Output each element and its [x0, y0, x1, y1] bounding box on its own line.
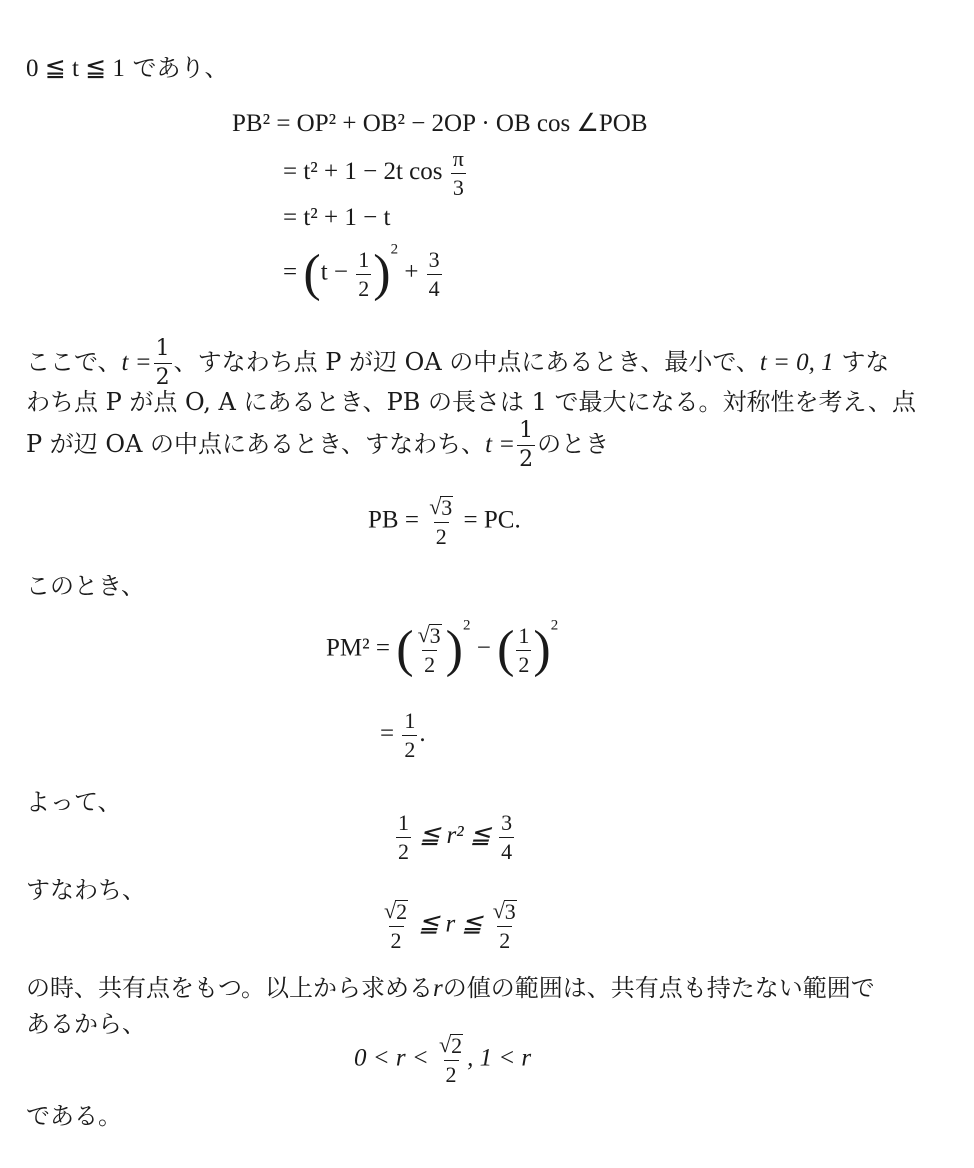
sqrt2: √ 2 [438, 1032, 463, 1058]
math-r: r [433, 975, 443, 1002]
frac-den: 3 [452, 175, 464, 200]
eq1-row4-eq: = [283, 258, 298, 286]
intro-tail: であり、 [132, 54, 229, 82]
text: ここで、 [26, 348, 122, 376]
range-t: 0 ≦ t ≦ 1 [26, 55, 125, 82]
math-t-eq: t = [121, 349, 152, 376]
para4: よって、 [26, 788, 122, 816]
eq2-lhs: PB = [368, 506, 419, 534]
frac-num: 1 [518, 622, 530, 648]
eq4 [394, 812, 516, 863]
fraction-sqrt3-over-2 [491, 900, 519, 952]
inequality: 0 < r < [354, 1044, 429, 1072]
fraction-three-quarters [427, 246, 442, 301]
frac-den: 2 [404, 737, 416, 762]
para5: すなわち、 [26, 876, 146, 904]
eq6 [354, 1034, 531, 1086]
eq3-lhs: PM² = [326, 634, 390, 662]
frac-num: 1 [358, 246, 370, 272]
frac-num: 1 [519, 418, 534, 443]
eq1-row3: = t² + 1 − t [283, 204, 391, 231]
math-t-eq: t = [485, 431, 516, 458]
text: の値の範囲は、共有点も持たない範囲で [442, 974, 875, 1002]
inequality: ≦ r ≦ [418, 910, 483, 938]
frac-den: 2 [424, 652, 436, 677]
text: P が辺 OA の中点にあるとき、すなわち、 [26, 430, 486, 458]
fraction-sqrt3-over-2 [416, 624, 444, 676]
frac-den: 2 [155, 365, 170, 390]
fraction-half [396, 812, 411, 863]
exponent: 2 [390, 241, 399, 258]
minus: − [476, 634, 491, 662]
exponent: 2 [462, 617, 471, 634]
frac-num: 1 [155, 336, 170, 361]
radicand: 3 [441, 495, 453, 520]
radicand: 2 [451, 1033, 463, 1058]
frac-den: 2 [390, 928, 402, 953]
sqrt3: √ 3 [417, 622, 441, 648]
para3: このとき、 [26, 572, 146, 600]
eq3-row2 [380, 710, 426, 761]
text: のとき [537, 430, 610, 458]
eq1-row2-text: = t² + 1 − 2t cos [283, 158, 443, 186]
frac-num: 3 [428, 246, 440, 272]
eq2 [368, 496, 521, 548]
radicand: 3 [504, 899, 516, 924]
fraction-three-quarters [499, 812, 514, 863]
frac-den: 4 [501, 839, 513, 864]
exponent: 2 [550, 617, 559, 634]
para6-line2: あるから、 [26, 1010, 146, 1038]
para6-line1 [26, 968, 875, 1009]
equals: = [380, 720, 395, 748]
frac-den: 4 [428, 275, 440, 301]
frac-num: 1 [398, 810, 409, 835]
frac-num: 3 [501, 810, 513, 835]
eq1-row2 [283, 148, 468, 199]
para2-line2: わち点 P が点 O, A にあるとき、PB の長さは 1 で最大になる。対称性を考え、点 [26, 388, 916, 416]
text: すな [841, 348, 890, 376]
radicand: 2 [396, 899, 408, 924]
sqrt3: √ 3 [492, 898, 516, 924]
fraction-pi-over-3 [451, 148, 466, 199]
period: . [419, 720, 426, 748]
frac-num: 1 [404, 708, 416, 733]
sqrt3: √ 3 [429, 494, 453, 520]
fraction-sqrt3-over-2 [427, 496, 455, 548]
math-t-values: t = 0, 1 [759, 349, 834, 376]
eq1-row1: PB² = OP² + OB² − 2OP · OB cos ∠POB [232, 110, 648, 137]
para7: である。 [26, 1102, 122, 1130]
eq1-row4: = (t − $\frac{1}{2}$ )$^2$ + $\frac{3}{4}$ [283, 241, 440, 302]
frac-num: π [452, 146, 464, 171]
radicand: 3 [429, 623, 441, 648]
frac-den: 2 [445, 1062, 457, 1087]
frac-den: 2 [519, 447, 534, 472]
inequality: ≦ r² ≦ [419, 822, 491, 850]
fraction-half [517, 420, 535, 471]
text: の時、共有点をもつ。以上から求める [26, 974, 434, 1002]
frac-den: 2 [398, 839, 409, 864]
eq5 [380, 900, 521, 952]
frac-den: 2 [499, 928, 511, 953]
frac-den: 2 [358, 275, 370, 301]
fraction-half [356, 246, 371, 301]
eq3-row1: PM² = ( √ 3 2 )$^2$ − ( $\frac{1}{2}$ )$^2$ [326, 617, 559, 678]
fraction-sqrt2-over-2 [382, 900, 410, 952]
fraction-half [516, 622, 531, 677]
para2-line3 [26, 420, 609, 471]
intro-line [26, 48, 228, 89]
eq2-rhs: = PC. [463, 506, 521, 534]
fraction-sqrt2-over-2 [437, 1034, 465, 1086]
frac-den: 2 [435, 524, 447, 549]
frac-den: 2 [518, 651, 530, 677]
text: 、すなわち点 P が辺 OA の中点にあるとき、最小で、 [173, 348, 760, 376]
sqrt2: √ 2 [384, 898, 408, 924]
fraction-half [402, 710, 417, 761]
plus: + [404, 258, 419, 286]
inequality-2: , 1 < r [467, 1044, 532, 1072]
eq1-row4-t: t − [320, 258, 348, 286]
